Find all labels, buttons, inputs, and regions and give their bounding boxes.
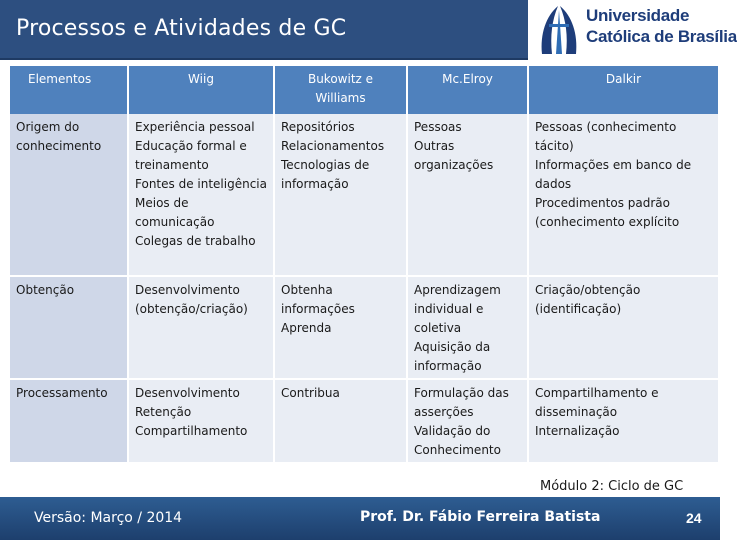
cell-line: Repositórios	[281, 120, 355, 134]
slide-footer	[0, 497, 720, 540]
cell-line: Relacionamentos	[281, 139, 385, 153]
table-row	[10, 276, 718, 379]
table-cell	[274, 276, 407, 379]
header-mcelroy: Mc.Elroy	[407, 66, 528, 114]
table-cell	[407, 379, 528, 463]
cell-line: Compartilhamento	[135, 424, 248, 438]
header-wiig: Wiig	[128, 66, 274, 114]
table-row	[10, 114, 718, 276]
slide-title: Processos e Atividades de GC	[16, 16, 347, 41]
cell-line: Educação formal e treinamento	[135, 139, 251, 172]
footer-version: Versão: Março / 2014	[34, 510, 183, 526]
table-cell	[528, 379, 718, 463]
table-cell	[274, 114, 407, 276]
cell-line: Tecnologias de informação	[281, 158, 374, 191]
table-cell	[128, 379, 274, 463]
page-number: 24	[686, 510, 702, 526]
cell-line: Internalização	[535, 424, 620, 438]
header-elementos: Elementos	[10, 66, 128, 114]
cell-line: Informações em banco de dados	[535, 158, 695, 191]
cell-line: Aprenda	[281, 321, 332, 335]
table-header-row	[10, 66, 718, 114]
cell-line: Meios de comunicação	[135, 196, 215, 229]
header-bukowitz-williams: Bukowitz e Williams	[274, 66, 407, 114]
cell-line: Criação/obtenção (identificação)	[535, 283, 645, 316]
footer-author: Prof. Dr. Fábio Ferreira Batista	[360, 509, 601, 525]
cell-line: Colegas de trabalho	[135, 234, 256, 248]
logo-text-line1: Universidade	[586, 6, 690, 25]
table-cell	[407, 276, 528, 379]
cell-line: Contribua	[281, 386, 340, 400]
cell-line: Obtenha informações	[281, 283, 355, 316]
table-cell	[407, 114, 528, 276]
table-cell	[274, 379, 407, 463]
comparison-table-container	[10, 66, 718, 464]
ucb-crest-icon	[536, 4, 582, 56]
cell-line: Fontes de inteligência	[135, 177, 267, 191]
university-logo	[528, 0, 737, 60]
cell-line: Procedimentos padrão (conhecimento explícito	[535, 196, 680, 229]
row-label: Origem do conhecimento	[10, 114, 128, 276]
table-cell	[528, 276, 718, 379]
cell-line: Formulação das asserções	[414, 386, 513, 419]
table-cell	[528, 114, 718, 276]
comparison-table	[10, 66, 718, 464]
cell-line: Validação do Conhecimento	[414, 424, 501, 457]
cell-line: Aprendizagem individual e coletiva	[414, 283, 505, 335]
cell-line: Pessoas (conhecimento tácito)	[535, 120, 681, 153]
cell-line: Desenvolvimento	[135, 386, 240, 400]
cell-line: Desenvolvimento (obtenção/criação)	[135, 283, 248, 316]
cell-line: Retenção	[135, 405, 192, 419]
cell-line: Aquisição da informação	[414, 340, 495, 373]
cell-line: Compartilhamento e disseminação	[535, 386, 663, 419]
module-note: Módulo 2: Ciclo de GC	[540, 479, 684, 494]
logo-text-line2: Católica de Brasília	[586, 27, 737, 46]
header-dalkir: Dalkir	[528, 66, 718, 114]
row-label: Processamento	[10, 379, 128, 463]
row-label: Obtenção	[10, 276, 128, 379]
cell-line: Pessoas	[414, 120, 462, 134]
cell-line: Experiência pessoal	[135, 120, 255, 134]
table-cell	[128, 276, 274, 379]
table-cell	[128, 114, 274, 276]
slide-header	[0, 0, 737, 60]
cell-line: Outras organizações	[414, 139, 494, 172]
table-row	[10, 379, 718, 463]
